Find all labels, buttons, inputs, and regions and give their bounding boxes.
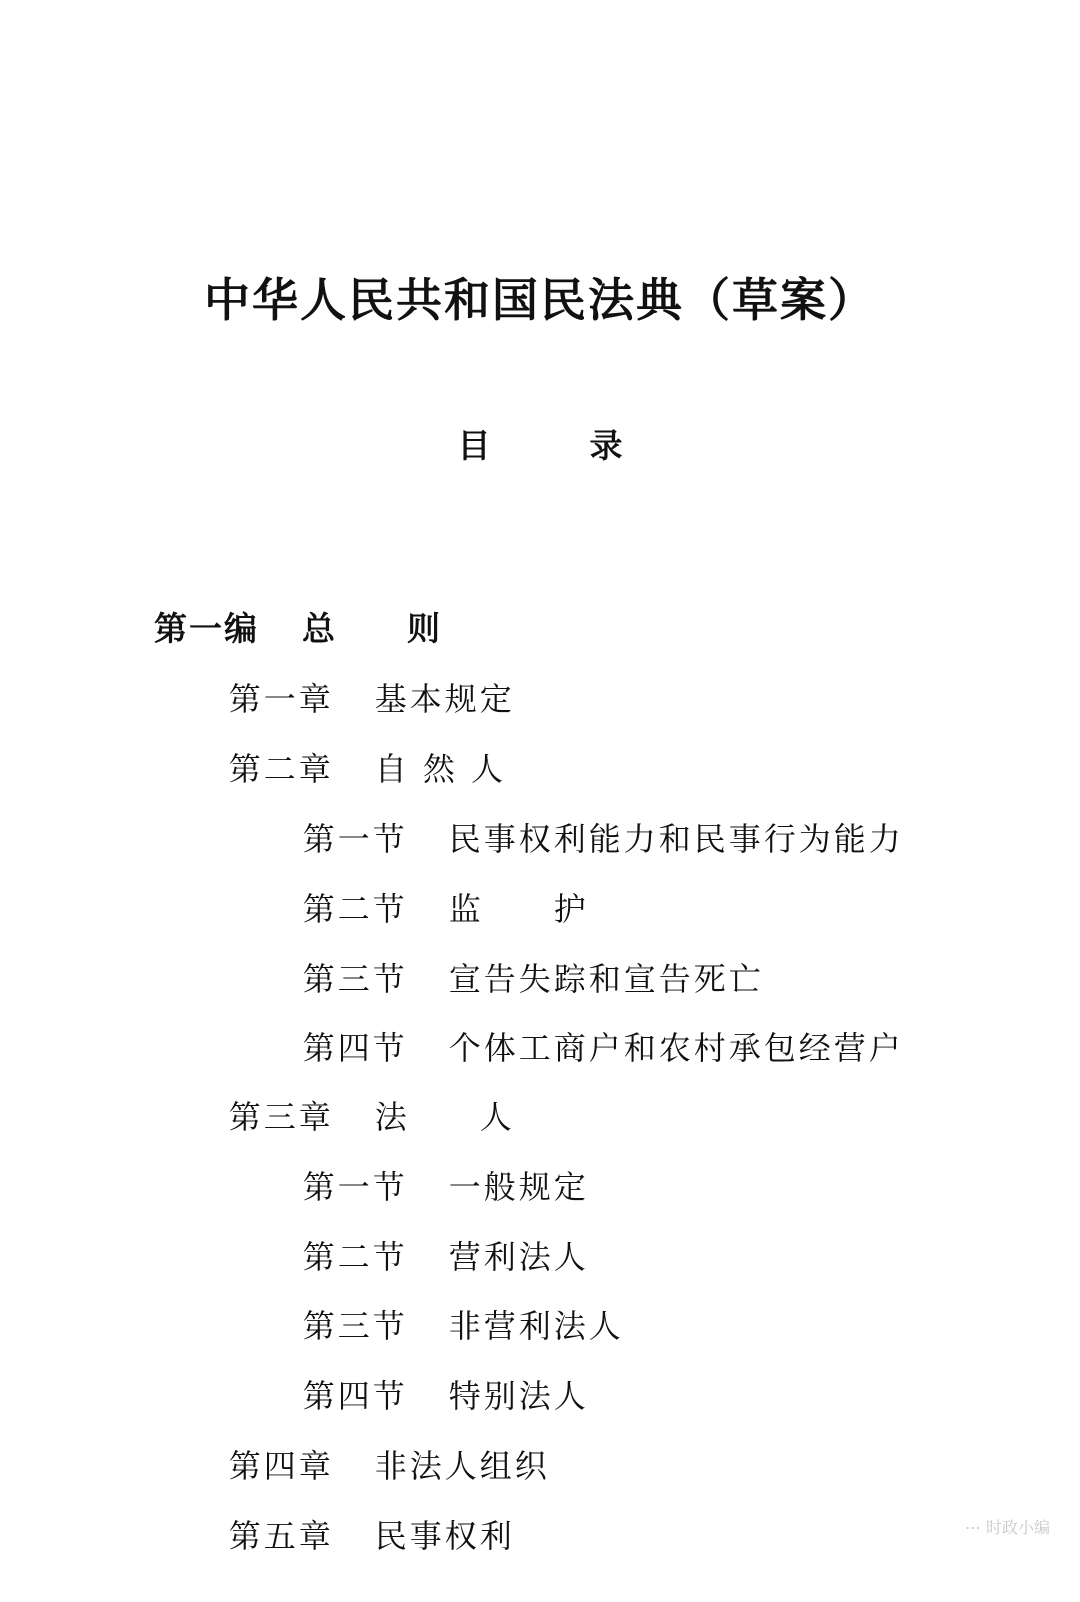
toc-chapter-number: 第三章 [228,1098,334,1136]
toc-section-number: 第三节 [302,960,408,998]
toc-section-title: 特别法人 [448,1377,589,1415]
toc-section-title: 营利法人 [448,1238,589,1276]
toc-section-title: 宣告失踪和宣告死亡 [448,960,764,998]
toc-section-title: 个体工商户和农村承包经营户 [448,1029,904,1067]
toc-chapter-title: 法 人 [374,1098,515,1136]
toc-heading: 目 录 [457,426,623,465]
toc-section-title: 一般规定 [448,1168,589,1206]
toc-chapter-title: 自 然 人 [374,750,507,788]
toc-section-number: 第二节 [302,890,408,928]
toc-chapter-number: 第五章 [228,1517,334,1555]
watermark: ⋯ 时政小编 [964,1518,1050,1537]
toc-chapter-title: 非法人组织 [374,1447,550,1485]
toc-section-number: 第四节 [302,1377,408,1415]
toc-section-number: 第三节 [302,1307,408,1345]
toc-section-title: 民事权利能力和民事行为能力 [448,820,904,858]
toc-part-title: 总 则 [301,609,442,648]
toc-chapter-title: 基本规定 [374,680,515,718]
toc-section-number: 第一节 [302,1168,408,1206]
toc-section-number: 第二节 [302,1238,408,1276]
toc-section-number: 第四节 [302,1029,408,1067]
toc-chapter-number: 第四章 [228,1447,334,1485]
toc-chapter-title: 民事权利 [374,1517,515,1555]
toc-section-number: 第一节 [302,820,408,858]
document-title: 中华人民共和国民法典（草案） [204,273,876,327]
toc-part-number: 第一编 [153,609,259,648]
toc-chapter-number: 第二章 [228,750,334,788]
toc-section-title: 监 护 [448,890,589,928]
toc-chapter-5 [176,1470,515,1602]
toc-section-title: 非营利法人 [448,1307,624,1345]
toc-chapter-number: 第一章 [228,680,334,718]
